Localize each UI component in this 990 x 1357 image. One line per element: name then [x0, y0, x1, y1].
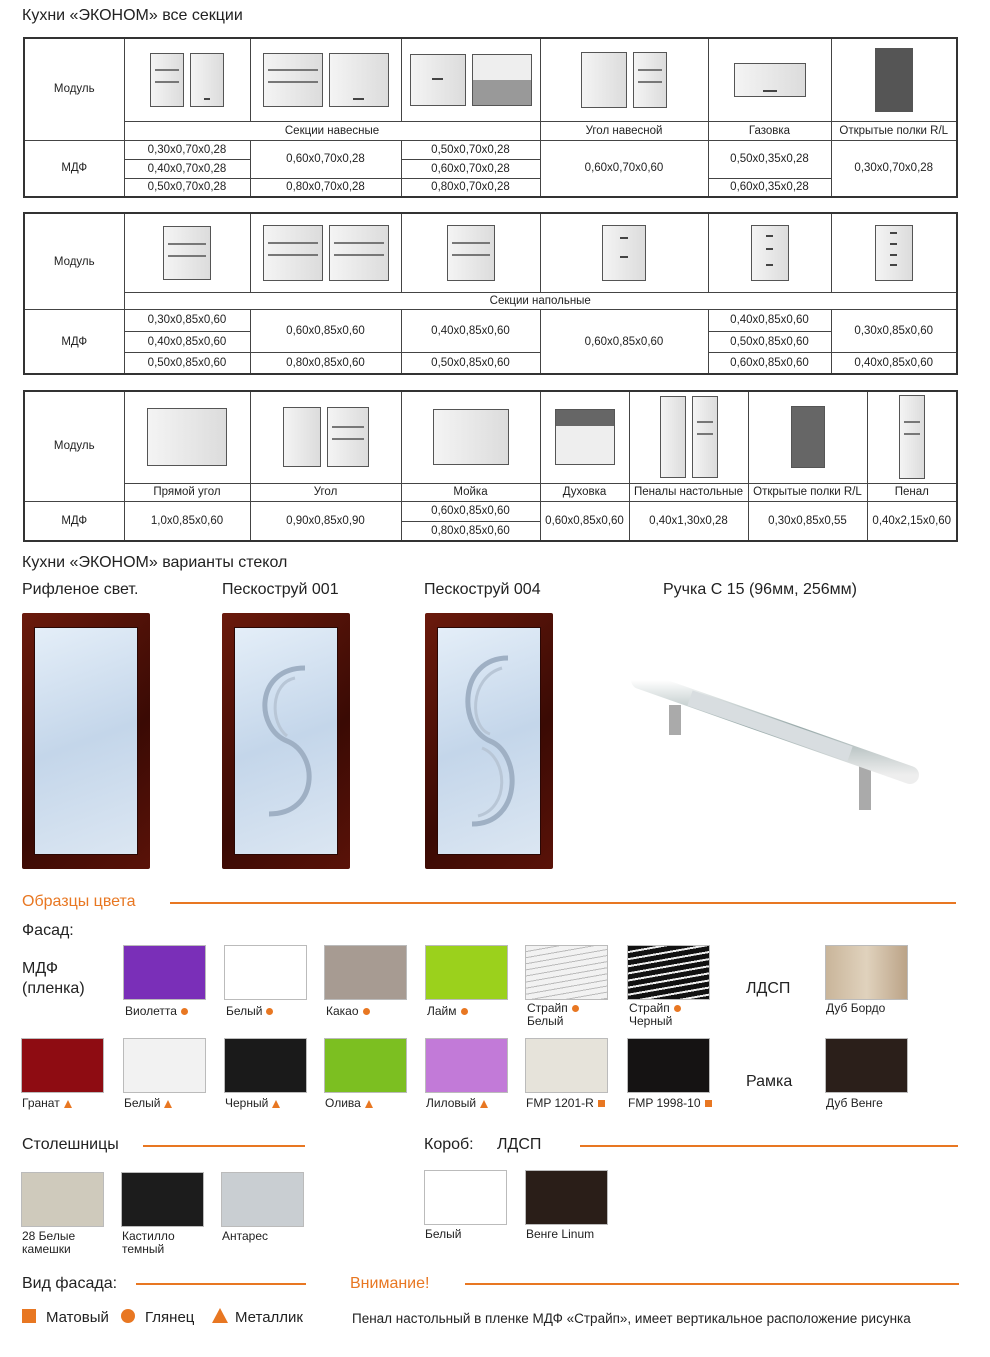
label-straight-corner: Прямой угол: [124, 483, 250, 501]
swatch-label: Дуб Бордо: [826, 1001, 886, 1015]
swatch[interactable]: [21, 1038, 104, 1093]
metallic-triangle-icon: [212, 1308, 228, 1323]
table-floor-units: [23, 212, 958, 375]
swatch-dub-bordo[interactable]: [825, 945, 908, 1000]
modul-label: Модуль: [24, 391, 124, 501]
label-tall: Пеналы настольные: [629, 483, 748, 501]
glass-label-1: Рифленое свет.: [22, 581, 139, 598]
metallic-triangle-icon: [272, 1100, 280, 1108]
size-cell: 0,60х0,85х0,60: [250, 310, 401, 353]
label-sink: Мойка: [401, 483, 540, 501]
mdf-film-label: МДФ: [22, 960, 58, 977]
size-cell: 1,0х0,85х0,60: [124, 501, 250, 541]
size-cell: 0,50х0,70х0,28: [401, 140, 540, 159]
size-cell: 0,60х0,85х0,60: [540, 310, 708, 374]
swatch-label: FMP 1201-R: [526, 1097, 605, 1110]
mdf-label: МДФ: [24, 140, 124, 197]
swatch-label: Олива: [325, 1097, 373, 1110]
drawer-cabinet-image: [834, 225, 955, 281]
gloss-dot-icon: [266, 1008, 273, 1015]
korob-title: Короб:: [424, 1136, 474, 1153]
size-cell: 0,80х0,85х0,60: [250, 353, 401, 374]
size-cell: 0,30х0,85х0,60: [831, 310, 957, 353]
metallic-triangle-icon: [365, 1100, 373, 1108]
matte-square-icon: [598, 1100, 605, 1107]
divider: [465, 1283, 959, 1285]
korob-label: Белый: [425, 1227, 462, 1241]
swatch-label: Белый: [124, 1097, 172, 1110]
label-wall-corner: Угол навесной: [540, 121, 708, 140]
glass-door-riffled: [22, 613, 150, 869]
size-cell: 0,40х0,70х0,28: [124, 159, 250, 178]
swatch-label: Белый: [226, 1005, 273, 1018]
gloss-dot-icon: [674, 1005, 681, 1012]
modul-label: Модуль: [24, 38, 124, 140]
cabinet-image: [253, 53, 399, 107]
swatch-label: Дуб Венге: [826, 1096, 883, 1110]
label-wall-sections: Секции навесные: [124, 121, 540, 140]
section-title-glass: Кухни «ЭКОНОМ» варианты стекол: [22, 554, 288, 571]
countertop-swatch[interactable]: [21, 1172, 104, 1227]
swatch-label: Какао: [326, 1005, 370, 1018]
floor-cabinet-image: [404, 225, 538, 281]
size-cell: 0,60х0,70х0,60: [540, 140, 708, 197]
swatch[interactable]: [525, 1038, 608, 1093]
swatch-label: Лайм: [427, 1005, 468, 1018]
swatch-label: Виолетта: [125, 1005, 188, 1018]
fasad-label: Фасад:: [22, 922, 74, 939]
mdf-film-label-2: (пленка): [22, 980, 85, 997]
metallic-triangle-icon: [164, 1100, 172, 1108]
swatch-label: Страйп Белый: [527, 1002, 579, 1028]
size-cell: 0,40х2,15х0,60: [867, 501, 957, 541]
floor-cabinet-image: [543, 225, 706, 281]
cabinet-image: [404, 54, 538, 106]
size-cell: 0,50х0,85х0,60: [401, 353, 540, 374]
swatch[interactable]: [425, 945, 508, 1000]
section-title-all: Кухни «ЭКОНОМ» все секции: [22, 7, 243, 24]
label-penal: Пенал: [867, 483, 957, 501]
matte-square-icon: [22, 1309, 36, 1323]
table-wall-units: [23, 37, 958, 198]
countertop-label: 28 Белые камешки: [22, 1229, 76, 1256]
swatch[interactable]: [224, 945, 307, 1000]
metallic-triangle-icon: [64, 1100, 72, 1108]
swatch[interactable]: [525, 945, 608, 1000]
size-cell: 0,30х0,85х0,55: [748, 501, 867, 541]
swatch[interactable]: [224, 1038, 307, 1093]
open-shelf-image: [751, 406, 865, 468]
gloss-dot-icon: [181, 1008, 188, 1015]
metallic-triangle-icon: [480, 1100, 488, 1108]
label-open-shelves: Открытые полки R/L: [748, 483, 867, 501]
legend-metallic: Металлик: [235, 1309, 303, 1326]
swatch-label: Страйп Черный: [629, 1002, 681, 1028]
cabinet-image: [127, 53, 248, 107]
table-special-units: [23, 390, 958, 542]
countertop-label: Кастилло темный: [122, 1229, 175, 1256]
divider: [136, 1283, 306, 1285]
floor-cabinet-image: [253, 225, 399, 281]
sink-cabinet-image: [404, 409, 538, 465]
swatch[interactable]: [627, 945, 710, 1000]
size-cell: 0,40х1,30х0,28: [629, 501, 748, 541]
size-cell: 0,50х0,85х0,60: [124, 353, 250, 374]
swatch[interactable]: [425, 1038, 508, 1093]
matte-square-icon: [705, 1100, 712, 1107]
samples-title: Образцы цвета: [22, 893, 136, 910]
size-cell: 0,80х0,70х0,28: [250, 178, 401, 197]
swatch[interactable]: [123, 945, 206, 1000]
swatch-label: FMP 1998-10: [628, 1097, 712, 1110]
countertop-label: Антарес: [222, 1229, 269, 1243]
swatch[interactable]: [324, 945, 407, 1000]
swatch-label: Лиловый: [426, 1097, 488, 1110]
drawer-cabinet-image: [711, 225, 829, 281]
size-cell: 0,50х0,35х0,28: [708, 140, 831, 178]
attention-note: Пенал настольный в пленке МДФ «Страйп», имеет вертикальное расположение рисунка: [352, 1311, 911, 1326]
size-cell: 0,40х0,85х0,60: [831, 353, 957, 374]
divider: [143, 1145, 305, 1147]
size-cell: 0,60х0,85х0,60: [708, 353, 831, 374]
mdf-label: МДФ: [24, 501, 124, 541]
size-cell: 0,50х0,70х0,28: [124, 178, 250, 197]
mdf-label: МДФ: [24, 310, 124, 374]
countertops-title: Столешницы: [22, 1136, 119, 1153]
tall-cabinet-image: [632, 396, 746, 478]
label-open-shelves: Открытые полки R/L: [831, 121, 957, 140]
korob-ldsp: ЛДСП: [497, 1136, 542, 1153]
glass-label-3: Пескоструй 004: [424, 581, 541, 598]
open-shelf-image: [834, 48, 955, 112]
swatch[interactable]: [123, 1038, 206, 1093]
size-cell: 0,80х0,85х0,60: [401, 521, 540, 541]
gloss-dot-icon: [363, 1008, 370, 1015]
handle-image: [630, 660, 920, 820]
size-cell: 0,30х0,70х0,28: [831, 140, 957, 197]
size-cell: 0,50х0,85х0,60: [708, 331, 831, 352]
size-cell: 0,40х0,85х0,60: [401, 310, 540, 353]
size-cell: 0,40х0,85х0,60: [124, 331, 250, 352]
swatch-dub-venge[interactable]: [825, 1038, 908, 1093]
modul-label: Модуль: [24, 213, 124, 310]
size-cell: 0,30х0,85х0,60: [124, 310, 250, 331]
label-oven: Духовка: [540, 483, 629, 501]
glass-door-sandblast-004: [425, 613, 553, 869]
size-cell: 0,60х0,85х0,60: [401, 501, 540, 521]
label-floor-sections: Секции напольные: [124, 292, 957, 309]
glass-label-2: Пескоструй 001: [222, 581, 339, 598]
swatch[interactable]: [324, 1038, 407, 1093]
korob-swatch[interactable]: [525, 1170, 608, 1225]
swirl-pattern: [438, 628, 542, 854]
countertop-swatch[interactable]: [121, 1172, 204, 1227]
corner-base-image: [127, 408, 248, 466]
korob-label: Венге Linum: [526, 1227, 595, 1241]
facade-type-title: Вид фасада:: [22, 1275, 118, 1292]
divider: [580, 1145, 958, 1147]
swatch-label: Черный: [225, 1097, 280, 1110]
size-cell: 0,30х0,70х0,28: [124, 140, 250, 159]
divider: [170, 902, 956, 904]
countertop-swatch[interactable]: [221, 1172, 304, 1227]
swatch[interactable]: [627, 1038, 710, 1093]
label-corner: Угол: [250, 483, 401, 501]
size-cell: 0,60х0,70х0,28: [401, 159, 540, 178]
oven-cabinet-image: [543, 409, 627, 465]
gloss-dot-icon: [572, 1005, 579, 1012]
ramka-label: Рамка: [746, 1073, 793, 1090]
corner-base-image: [253, 407, 399, 467]
gloss-dot-icon: [461, 1008, 468, 1015]
size-cell: 0,40х0,85х0,60: [708, 310, 831, 331]
handle-label: Ручка С 15 (96мм, 256мм): [663, 581, 857, 598]
size-cell: 0,60х0,70х0,28: [250, 140, 401, 178]
size-cell: 0,90х0,85х0,90: [250, 501, 401, 541]
legend-gloss: Глянец: [145, 1309, 195, 1326]
swirl-pattern: [235, 628, 339, 854]
attention-title: Внимание!: [350, 1275, 430, 1292]
swatch-label: Гранат: [22, 1097, 72, 1110]
corner-cabinet-image: [543, 52, 706, 108]
tall-shelf-image: [870, 395, 955, 479]
gloss-circle-icon: [121, 1309, 135, 1323]
size-cell: 0,60х0,85х0,60: [540, 501, 629, 541]
floor-cabinet-image: [127, 226, 248, 280]
ldsp-label: ЛДСП: [746, 980, 791, 997]
size-cell: 0,60х0,35х0,28: [708, 178, 831, 197]
legend-matte: Матовый: [46, 1309, 109, 1326]
gas-cabinet-image: [711, 63, 829, 97]
label-gas: Газовка: [708, 121, 831, 140]
korob-swatch[interactable]: [424, 1170, 507, 1225]
size-cell: 0,80х0,70х0,28: [401, 178, 540, 197]
glass-door-sandblast-001: [222, 613, 350, 869]
